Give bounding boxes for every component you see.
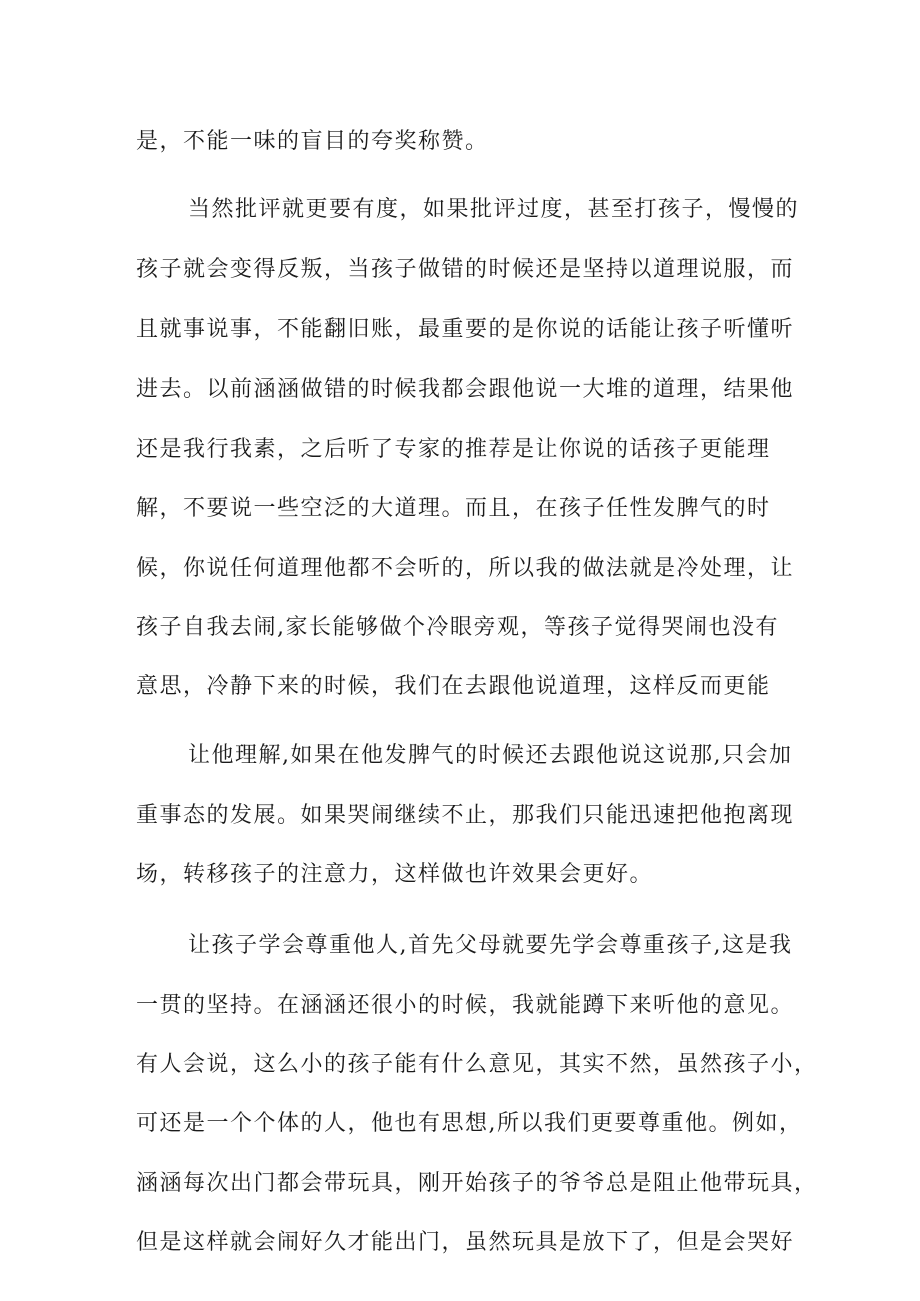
text-line-12: 重事态的发展。如果哭闹继续不止，那我们只能迅速把他抱离现 bbox=[136, 803, 795, 828]
text-line-17: 可还是一个个体的人，他也有思想,所以我们更要尊重他。例如， bbox=[136, 1111, 803, 1136]
text-line-2: 当然批评就更要有度，如果批评过度，甚至打孩子，慢慢的 bbox=[188, 197, 800, 222]
text-line-3: 孩子就会变得反叛，当孩子做错的时候还是坚持以道理说服，而 bbox=[136, 257, 795, 282]
text-line-10: 意思，冷静下来的时候，我们在去跟他说道理，这样反而更能 bbox=[136, 674, 771, 699]
text-line-7: 解，不要说一些空泛的大道理。而且，在孩子任性发脾气的时 bbox=[136, 496, 771, 521]
text-line-15: 一贯的坚持。在涵涵还很小的时候，我就能蹲下来听他的意见。 bbox=[136, 993, 795, 1018]
text-line-8: 候，你说任何道理他都不会听的，所以我的做法就是冷处理，让 bbox=[136, 556, 795, 581]
text-line-6: 还是我行我素，之后听了专家的推荐是让你说的话孩子更能理 bbox=[136, 437, 771, 462]
text-line-1: 是，不能一味的盲目的夸奖称赞。 bbox=[136, 129, 489, 154]
text-line-9: 孩子自我去闹,家长能够做个冷眼旁观，等孩子觉得哭闹也没有 bbox=[136, 615, 779, 640]
text-line-5: 进去。以前涵涵做错的时候我都会跟他说一大堆的道理，结果他 bbox=[136, 377, 795, 402]
text-line-4: 且就事说事，不能翻旧账，最重要的是你说的话能让孩子听懂听 bbox=[136, 317, 795, 342]
text-line-13: 场，转移孩子的注意力，这样做也许效果会更好。 bbox=[136, 862, 654, 887]
text-line-16: 有人会说，这么小的孩子能有什么意见，其实不然，虽然孩子小， bbox=[136, 1052, 818, 1077]
text-line-11: 让他理解,如果在他发脾气的时候还去跟他说这说那,只会加 bbox=[188, 743, 793, 768]
text-line-14: 让孩子学会尊重他人,首先父母就要先学会尊重孩子,这是我 bbox=[188, 933, 793, 958]
text-line-18: 涵涵每次出门都会带玩具，刚开始孩子的爷爷总是阻止他带玩具， bbox=[136, 1171, 818, 1196]
text-line-19: 但是这样就会闹好久才能出门，虽然玩具是放下了，但是会哭好 bbox=[136, 1230, 795, 1255]
